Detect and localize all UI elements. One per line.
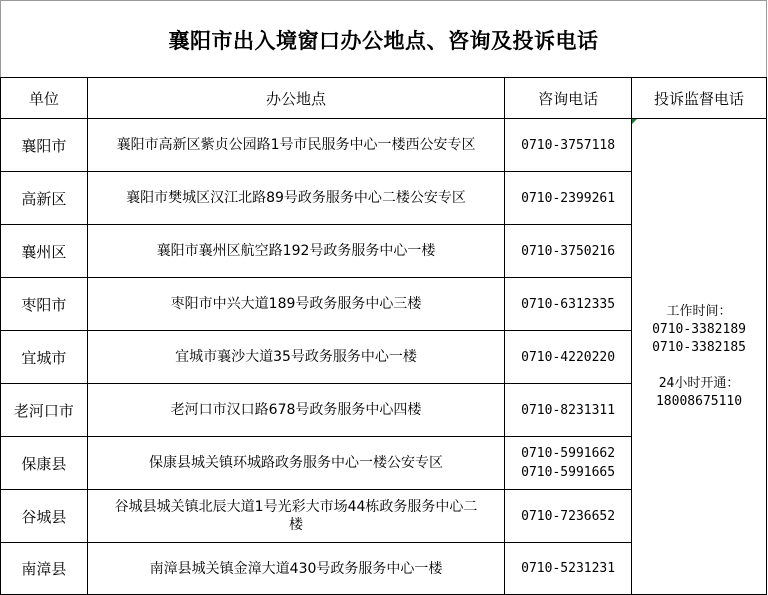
phone-cell: 0710-5231231 bbox=[505, 543, 632, 595]
address-cell: 保康县城关镇环城路政务服务中心一楼公安专区 bbox=[87, 437, 504, 490]
worktime-phone: 0710-3382185 bbox=[652, 339, 746, 355]
phone-cell: 0710-6312335 bbox=[505, 278, 632, 331]
address-cell: 宜城市襄沙大道35号政务服务中心一楼 bbox=[87, 331, 504, 384]
unit-cell: 保康县 bbox=[1, 437, 88, 490]
table-row bbox=[1, 119, 767, 172]
spacer bbox=[632, 357, 766, 375]
header-unit: 单位 bbox=[1, 78, 88, 119]
address-cell: 老河口市汉口路678号政务服务中心四楼 bbox=[87, 384, 504, 437]
unit-cell: 老河口市 bbox=[1, 384, 88, 437]
phone-line: 0710-5991662 bbox=[521, 446, 616, 461]
address-cell: 襄阳市樊城区汉江北路89号政务服务中心二楼公安专区 bbox=[87, 172, 504, 225]
title-row bbox=[0, 0, 767, 78]
contact-table bbox=[0, 77, 767, 595]
phone-cell: 0710-2399261 bbox=[505, 172, 632, 225]
unit-cell: 南漳县 bbox=[1, 543, 88, 595]
phone-line: 0710-5991665 bbox=[521, 465, 616, 480]
worktime-label: 工作时间： bbox=[666, 303, 732, 319]
header-complaint: 投诉监督电话 bbox=[632, 78, 767, 119]
address-cell bbox=[87, 490, 504, 543]
phone-cell: 0710-3757118 bbox=[505, 119, 632, 172]
unit-cell: 谷城县 bbox=[1, 490, 88, 543]
allday-phone: 18008675110 bbox=[655, 393, 743, 409]
unit-cell: 襄州区 bbox=[1, 225, 88, 278]
phone-cell: 0710-4220220 bbox=[505, 331, 632, 384]
address-cell: 襄阳市襄州区航空路192号政务服务中心一楼 bbox=[87, 225, 504, 278]
complaint-cell bbox=[632, 119, 767, 595]
allday-label: 24小时开通： bbox=[658, 375, 740, 391]
header-address: 办公地点 bbox=[87, 78, 504, 119]
phone-cell: 0710-7236652 bbox=[505, 490, 632, 543]
address-cell: 枣阳市中兴大道189号政务服务中心三楼 bbox=[87, 278, 504, 331]
page-title: 襄阳市出入境窗口办公地点、咨询及投诉电话 bbox=[168, 27, 599, 53]
unit-cell: 高新区 bbox=[1, 172, 88, 225]
address-line: 谷城县城关镇北辰大道1号光彩大市场44栋政务服务中心二 bbox=[114, 499, 478, 515]
header-phone: 咨询电话 bbox=[505, 78, 632, 119]
address-cell: 南漳县城关镇金漳大道430号政务服务中心一楼 bbox=[87, 543, 504, 595]
unit-cell: 枣阳市 bbox=[1, 278, 88, 331]
unit-cell: 襄阳市 bbox=[1, 119, 88, 172]
cell-corner-marker bbox=[632, 119, 637, 124]
address-cell: 襄阳市高新区紫贞公园路1号市民服务中心一楼西公安专区 bbox=[87, 119, 504, 172]
phone-cell: 0710-8231311 bbox=[505, 384, 632, 437]
phone-cell: 0710-3750216 bbox=[505, 225, 632, 278]
worktime-phone: 0710-3382189 bbox=[652, 321, 746, 337]
address-line: 楼 bbox=[289, 517, 304, 533]
phone-cell bbox=[505, 437, 632, 490]
unit-cell: 宜城市 bbox=[1, 331, 88, 384]
header-row bbox=[1, 78, 767, 119]
